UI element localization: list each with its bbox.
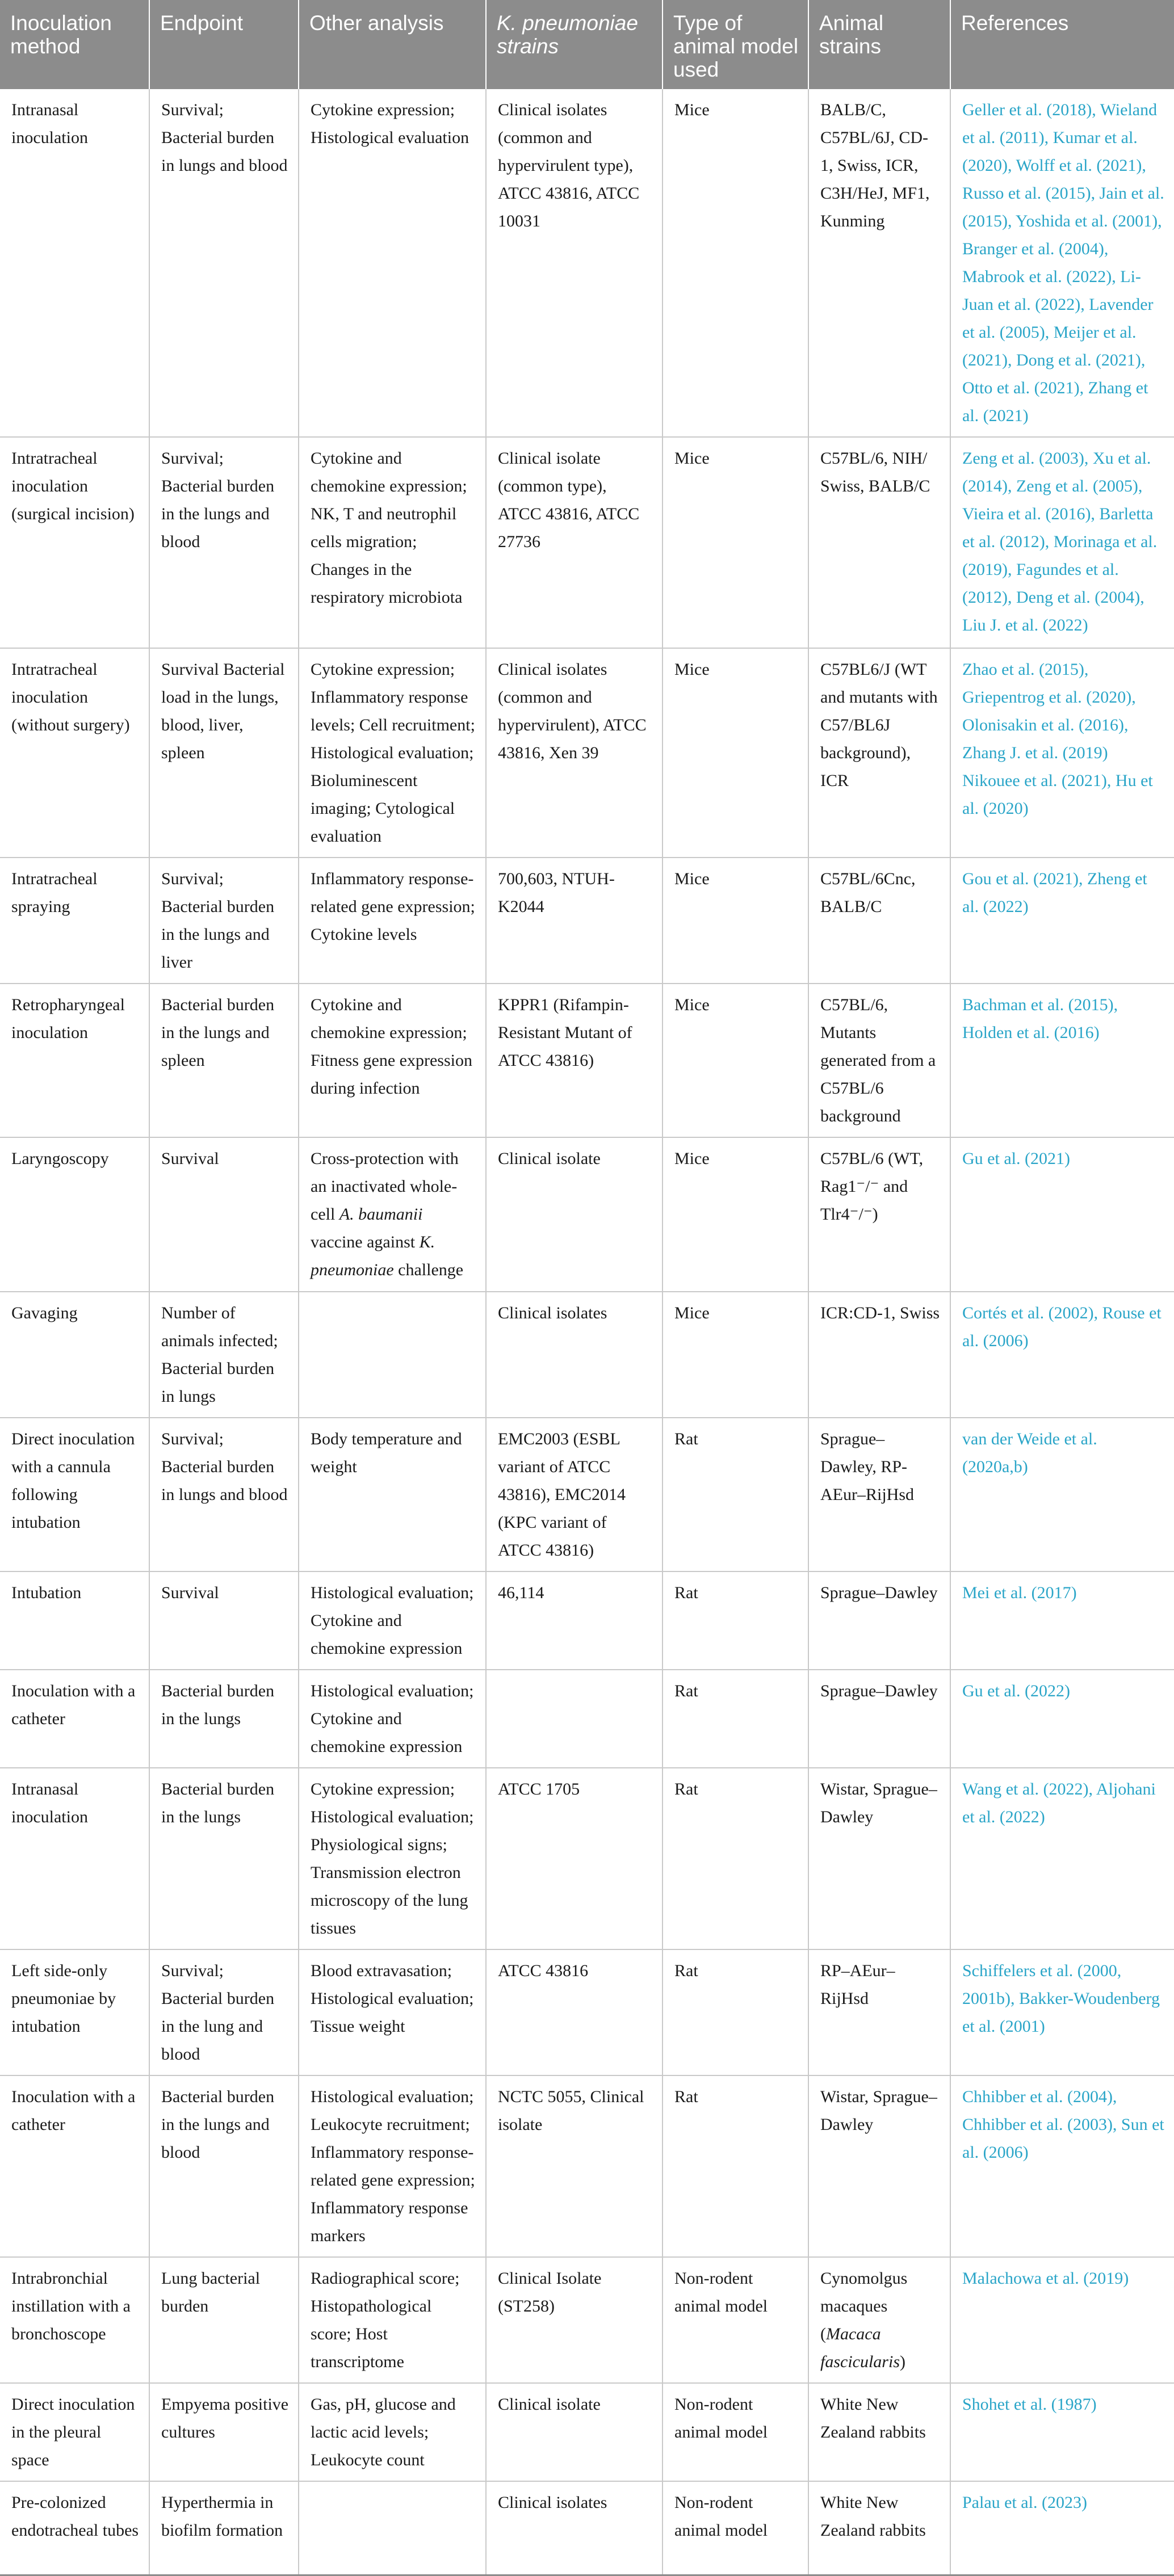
cell-animal-strains: BALB/C, C57BL/6J, CD-1, Swiss, ICR, C3H/HeJ, MF1, Kunming [808, 89, 950, 437]
cell-model: Rat [663, 1571, 808, 1670]
cell-model: Mice [663, 437, 808, 648]
cell-model: Rat [663, 1949, 808, 2075]
cell-references-link[interactable]: Wang et al. (2022), Aljohani et al. (2022) [950, 1768, 1174, 1949]
cell-method: Intubation [0, 1571, 149, 1670]
cell-animal-strains: White New Zealand rabbits [808, 2383, 950, 2481]
cell-endpoint: Survival [149, 1137, 299, 1292]
cell-model: Mice [663, 984, 808, 1137]
cell-method: Intratracheal spraying [0, 858, 149, 984]
header-other-analysis: Other analysis [299, 0, 486, 89]
cell-method: Gavaging [0, 1292, 149, 1418]
cell-animal-strains: ICR:CD-1, Swiss [808, 1292, 950, 1418]
cell-model: Mice [663, 648, 808, 858]
cell-model: Mice [663, 1137, 808, 1292]
cell-references-link[interactable]: Cortés et al. (2002), Rouse et al. (2006) [950, 1292, 1174, 1418]
cell-references-link[interactable]: Gou et al. (2021), Zheng et al. (2022) [950, 858, 1174, 984]
cell-references-link[interactable]: Shohet et al. (1987) [950, 2383, 1174, 2481]
animal-strains-text: ) [900, 2352, 905, 2371]
table-row [0, 2481, 1174, 2575]
cell-method: Intratracheal inoculation (surgical incision) [0, 437, 149, 648]
table-row [0, 1768, 1174, 1949]
cell-animal-strains: C57BL/6Cnc, BALB/C [808, 858, 950, 984]
header-kp-strains [486, 0, 663, 89]
cell-method: Inoculation with a catheter [0, 2075, 149, 2257]
cell-strains: KPPR1 (Rifampin-Resistant Mutant of ATCC 43816) [486, 984, 663, 1137]
analysis-species: K. pneumoniae [311, 1233, 435, 1279]
cell-model: Non-rodent animal model [663, 2383, 808, 2481]
cell-animal-strains: Sprague–Dawley, RP-AEur–RijHsd [808, 1418, 950, 1571]
cell-analysis: Histological evaluation; Leukocyte recruitment; Inflammatory response-related gene expression; Inflammatory response markers [299, 2075, 486, 2257]
cell-strains: 46,114 [486, 1571, 663, 1670]
cell-method: Left side-only pneumoniae by intubation [0, 1949, 149, 2075]
table-row [0, 89, 1174, 437]
table-row [0, 1670, 1174, 1768]
header-endpoint: Endpoint [149, 0, 299, 89]
table-row [0, 437, 1174, 648]
cell-animal-strains [808, 2257, 950, 2383]
cell-strains: ATCC 43816 [486, 1949, 663, 2075]
cell-references-link[interactable]: Palau et al. (2023) [950, 2481, 1174, 2575]
cell-animal-strains: C57BL/6 (WT, Rag1⁻/⁻ and Tlr4⁻/⁻) [808, 1137, 950, 1292]
cell-references-link[interactable]: Bachman et al. (2015), Holden et al. (2016) [950, 984, 1174, 1137]
cell-endpoint: Survival; Bacterial burden in lungs and blood [149, 1418, 299, 1571]
table-row [0, 1571, 1174, 1670]
cell-analysis: Cytokine expression; Inflammatory response levels; Cell recruitment; Histological evaluation; Bioluminescent imaging; Cytological evaluation [299, 648, 486, 858]
cell-analysis [299, 2481, 486, 2575]
cell-analysis [299, 1292, 486, 1418]
cell-method: Laryngoscopy [0, 1137, 149, 1292]
cell-references-link[interactable]: Malachowa et al. (2019) [950, 2257, 1174, 2383]
cell-analysis: Inflammatory response-related gene expression; Cytokine levels [299, 858, 486, 984]
cell-strains: NCTC 5055, Clinical isolate [486, 2075, 663, 2257]
cell-analysis: Radiographical score; Histopathological score; Host transcriptome [299, 2257, 486, 2383]
cell-strains: Clinical isolates [486, 2481, 663, 2575]
cell-animal-strains: C57BL6/J (WT and mutants with C57/BL6J background), ICR [808, 648, 950, 858]
table-row [0, 648, 1174, 858]
table-row [0, 2383, 1174, 2481]
cell-animal-strains: White New Zealand rabbits [808, 2481, 950, 2575]
header-kp-strains-label: K. pneumoniae strains [497, 11, 638, 58]
cell-animal-strains: C57BL/6, Mutants generated from a C57BL/6 background [808, 984, 950, 1137]
cell-endpoint: Bacterial burden in the lungs and spleen [149, 984, 299, 1137]
cell-strains: ATCC 1705 [486, 1768, 663, 1949]
cell-method: Intrabronchial instillation with a bronchoscope [0, 2257, 149, 2383]
cell-model: Rat [663, 1768, 808, 1949]
cell-model: Non-rodent animal model [663, 2481, 808, 2575]
cell-references-link[interactable]: Gu et al. (2022) [950, 1670, 1174, 1768]
cell-analysis: Body temperature and weight [299, 1418, 486, 1571]
cell-references-link[interactable]: Zeng et al. (2003), Xu et al. (2014), Zeng et al. (2005), Vieira et al. (2016), Barletta et al. (2012), Morinaga et al. (2019), Fagundes et al. (2012), Deng et al. (2004), Liu J. et al. (2022) [950, 437, 1174, 648]
cell-model: Rat [663, 1670, 808, 1768]
cell-analysis: Blood extravasation; Histological evaluation; Tissue weight [299, 1949, 486, 2075]
cell-strains: Clinical Isolate (ST258) [486, 2257, 663, 2383]
table-row [0, 984, 1174, 1137]
cell-endpoint: Bacterial burden in the lungs [149, 1670, 299, 1768]
cell-references-link[interactable]: Gu et al. (2021) [950, 1137, 1174, 1292]
cell-strains [486, 1670, 663, 1768]
cell-endpoint: Bacterial burden in the lungs and blood [149, 2075, 299, 2257]
cell-references-link[interactable]: Schiffelers et al. (2000, 2001b), Bakker-Woudenberg et al. (2001) [950, 1949, 1174, 2075]
cell-endpoint: Empyema positive cultures [149, 2383, 299, 2481]
cell-endpoint: Survival; Bacterial burden in lungs and blood [149, 89, 299, 437]
cell-endpoint: Survival; Bacterial burden in the lungs and liver [149, 858, 299, 984]
cell-animal-strains: Sprague–Dawley [808, 1670, 950, 1768]
cell-strains: Clinical isolates (common and hypervirulent), ATCC 43816, Xen 39 [486, 648, 663, 858]
cell-animal-strains: C57BL/6, NIH/ Swiss, BALB/C [808, 437, 950, 648]
cell-endpoint: Hyperthermia in biofilm formation [149, 2481, 299, 2575]
cell-model: Rat [663, 2075, 808, 2257]
table-row [0, 2075, 1174, 2257]
cell-strains: Clinical isolate (common type), ATCC 43816, ATCC 27736 [486, 437, 663, 648]
cell-endpoint: Survival; Bacterial burden in the lung and blood [149, 1949, 299, 2075]
cell-endpoint: Survival [149, 1571, 299, 1670]
cell-references-link[interactable]: Mei et al. (2017) [950, 1571, 1174, 1670]
cell-method: Intranasal inoculation [0, 1768, 149, 1949]
cell-strains: Clinical isolate [486, 1137, 663, 1292]
cell-analysis: Gas, pH, glucose and lactic acid levels; Leukocyte count [299, 2383, 486, 2481]
cell-analysis [299, 1137, 486, 1292]
cell-analysis: Histological evaluation; Cytokine and chemokine expression [299, 1670, 486, 1768]
header-inoculation-method: Inoculation method [0, 0, 149, 89]
table-row [0, 2257, 1174, 2383]
analysis-species: A. baumanii [339, 1205, 423, 1224]
header-animal-model: Type of animal model used [663, 0, 808, 89]
cell-strains: Clinical isolates [486, 1292, 663, 1418]
cell-method: Pre-colonized endotracheal tubes [0, 2481, 149, 2575]
cell-analysis: Cytokine and chemokine expression; Fitness gene expression during infection [299, 984, 486, 1137]
cell-analysis: Cytokine expression; Histological evaluation [299, 89, 486, 437]
analysis-text: challenge [393, 1260, 464, 1279]
cell-strains: EMC2003 (ESBL variant of ATCC 43816), EMC2014 (KPC variant of ATCC 43816) [486, 1418, 663, 1571]
cell-endpoint: Lung bacterial burden [149, 2257, 299, 2383]
cell-animal-strains: Sprague–Dawley [808, 1571, 950, 1670]
cell-animal-strains: Wistar, Sprague–Dawley [808, 2075, 950, 2257]
cell-model: Rat [663, 1418, 808, 1571]
cell-model: Mice [663, 858, 808, 984]
table-row [0, 1137, 1174, 1292]
cell-method: Retropharyngeal inoculation [0, 984, 149, 1137]
table-row [0, 1418, 1174, 1571]
cell-strains: 700,603, NTUH-K2044 [486, 858, 663, 984]
cell-analysis: Cytokine and chemokine expression; NK, T and neutrophil cells migration; Changes in the respiratory microbiota [299, 437, 486, 648]
cell-method: Direct inoculation with a cannula following intubation [0, 1418, 149, 1571]
animal-strains-text: Cynomolgus macaques ( [820, 2269, 908, 2343]
table-row [0, 1292, 1174, 1418]
cell-model: Mice [663, 89, 808, 437]
cell-method: Intratracheal inoculation (without surgery) [0, 648, 149, 858]
cell-endpoint: Survival; Bacterial burden in the lungs and blood [149, 437, 299, 648]
header-references: References [950, 0, 1174, 89]
analysis-text: Cross-protection with an inactivated whole-cell [311, 1149, 459, 1224]
cell-references-link[interactable]: Zhao et al. (2015), Griepentrog et al. (2020), Olonisakin et al. (2016), Zhang J. et al. (2019) Nikouee et al. (2021), Hu et al. (2020) [950, 648, 1174, 858]
cell-model: Mice [663, 1292, 808, 1418]
cell-references-link[interactable]: Geller et al. (2018), Wieland et al. (2011), Kumar et al. (2020), Wolff et al. (2021), Russo et al. (2015), Jain et al. (2015), Yoshida et al. (2001), Branger et al. (2004), Mabrook et al. (2022), Li-Juan et al. (2022), Lavender et al. (2005), Meijer et al. (2021), Dong et al. (2021), Otto et al. (2021), Zhang et al. (2021) [950, 89, 1174, 437]
cell-method: Inoculation with a catheter [0, 1670, 149, 1768]
cell-references-link[interactable]: van der Weide et al. (2020a,b) [950, 1418, 1174, 1571]
animal-species: Macaca fascicularis [820, 2325, 900, 2371]
table-header-row [0, 0, 1174, 89]
cell-model: Non-rodent animal model [663, 2257, 808, 2383]
cell-method: Intranasal inoculation [0, 89, 149, 437]
cell-strains: Clinical isolates (common and hypervirulent type), ATCC 43816, ATCC 10031 [486, 89, 663, 437]
cell-analysis: Histological evaluation; Cytokine and chemokine expression [299, 1571, 486, 1670]
cell-analysis: Cytokine expression; Histological evaluation; Physiological signs; Transmission electron microscopy of the lung tissues [299, 1768, 486, 1949]
table-row [0, 1949, 1174, 2075]
cell-endpoint: Number of animals infected; Bacterial burden in lungs [149, 1292, 299, 1418]
cell-references-link[interactable]: Chhibber et al. (2004), Chhibber et al. (2003), Sun et al. (2006) [950, 2075, 1174, 2257]
header-animal-strains: Animal strains [808, 0, 950, 89]
cell-method: Direct inoculation in the pleural space [0, 2383, 149, 2481]
cell-animal-strains: Wistar, Sprague–Dawley [808, 1768, 950, 1949]
cell-strains: Clinical isolate [486, 2383, 663, 2481]
cell-animal-strains: RP–AEur–RijHsd [808, 1949, 950, 2075]
analysis-text: vaccine against [311, 1233, 420, 1251]
table-row [0, 858, 1174, 984]
cell-endpoint: Bacterial burden in the lungs [149, 1768, 299, 1949]
cell-endpoint: Survival Bacterial load in the lungs, blood, liver, spleen [149, 648, 299, 858]
